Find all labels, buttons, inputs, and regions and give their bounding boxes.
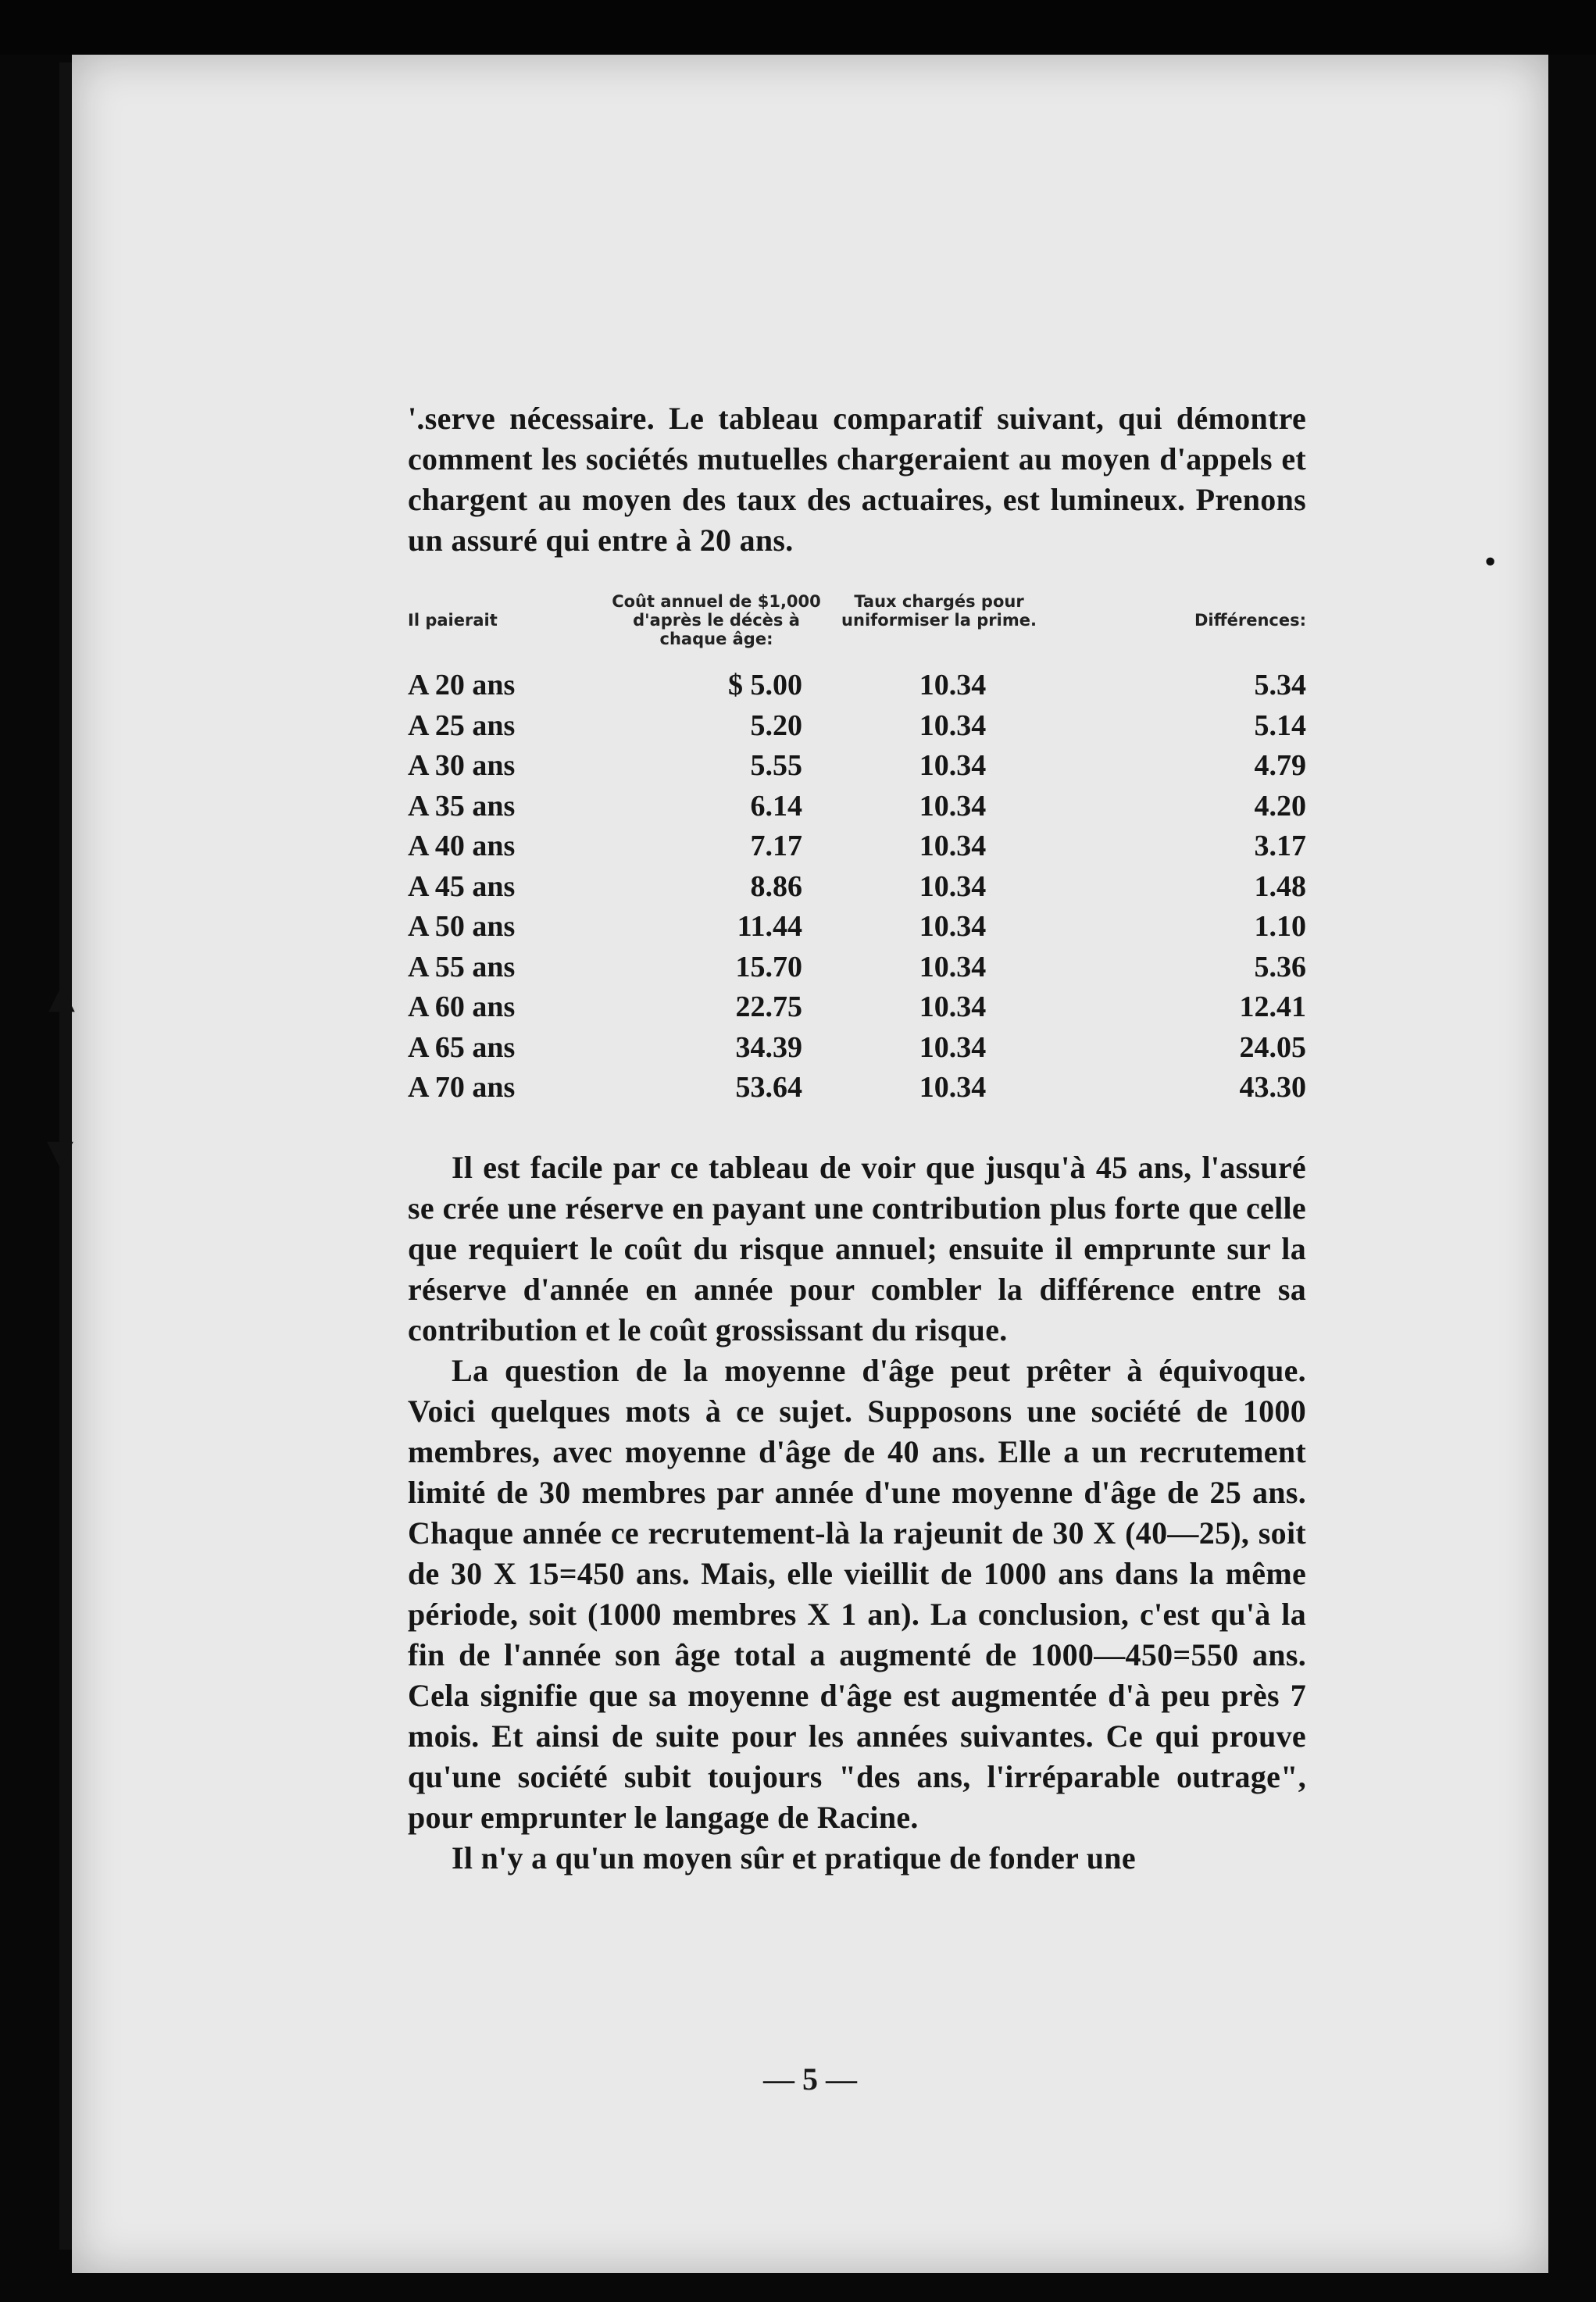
document-page <box>47 55 1548 2273</box>
cell-rate: 10.34 <box>919 789 987 823</box>
cell-cost: 5.20 <box>750 708 802 742</box>
table-row <box>408 826 1306 867</box>
cell-difference: 5.36 <box>1254 950 1306 983</box>
cell-difference: 24.05 <box>1239 1030 1306 1064</box>
cell-rate: 10.34 <box>919 749 987 782</box>
speck-mark: • <box>1482 547 1499 579</box>
cell-age: A 35 ans <box>408 789 516 823</box>
header-age: Il paierait <box>408 611 498 630</box>
table-row <box>408 987 1306 1028</box>
binding-arrow-up-icon: ▲ <box>48 976 75 1016</box>
cell-cost: 15.70 <box>735 950 802 983</box>
binding-arrow-down-icon: ▼ <box>47 1133 73 1172</box>
cell-rate: 10.34 <box>919 950 987 983</box>
cell-difference: 12.41 <box>1239 990 1306 1023</box>
cell-rate: 10.34 <box>919 869 987 903</box>
cell-cost: 5.55 <box>750 749 802 782</box>
table-row <box>408 746 1306 787</box>
cell-difference: 3.17 <box>1254 830 1306 862</box>
body-text <box>408 1147 1306 1879</box>
cell-difference: 43.30 <box>1239 1071 1306 1104</box>
table-header <box>408 592 1306 648</box>
cell-cost: $ 5.00 <box>728 669 802 701</box>
cell-difference: 1.10 <box>1254 910 1306 943</box>
cell-age: A 25 ans <box>408 708 516 742</box>
cell-cost: 7.17 <box>750 830 802 862</box>
cell-cost: 22.75 <box>735 990 802 1023</box>
header-difference: Différences: <box>1194 611 1306 630</box>
cell-rate: 10.34 <box>919 1071 987 1104</box>
cell-age: A 70 ans <box>408 1071 516 1104</box>
table-body <box>408 666 1306 1108</box>
table-row <box>408 907 1306 948</box>
cell-difference: 4.79 <box>1254 749 1306 782</box>
cell-cost: 6.14 <box>750 789 802 823</box>
cell-rate: 10.34 <box>919 1030 987 1064</box>
cell-age: A 45 ans <box>408 869 516 903</box>
cell-cost: 34.39 <box>735 1030 802 1064</box>
cell-rate: 10.34 <box>919 910 987 943</box>
text-block <box>408 398 1306 1879</box>
cell-rate: 10.34 <box>919 708 987 742</box>
comparison-table <box>408 592 1306 1108</box>
cell-rate: 10.34 <box>919 830 987 862</box>
table-row <box>408 787 1306 827</box>
cell-rate: 10.34 <box>919 669 987 701</box>
cell-age: A 55 ans <box>408 950 516 983</box>
page-number: — 5 — <box>763 2061 857 2097</box>
cell-difference: 1.48 <box>1254 869 1306 903</box>
header-rate: Taux chargés pour uniformiser la prime. <box>841 592 1037 630</box>
table-row <box>408 706 1306 747</box>
table-row <box>408 666 1306 706</box>
header-cost: Coût annuel de $1,000 d'après le décès à chaque âge: <box>612 592 821 648</box>
cell-cost: 53.64 <box>735 1071 802 1104</box>
table-row <box>408 948 1306 988</box>
table-row <box>408 867 1306 908</box>
cell-cost: 11.44 <box>737 910 802 943</box>
paragraph: La question de la moyenne d'âge peut prêter à équivoque. Voici quelques mots à ce sujet. Supposons une société de 1000 membres, avec moyenne d'âge de 40 ans. Elle a un recrutement limité de 30 membres par année d'une moyenne d'âge de 25 ans. Chaque année ce recrutement-là la rajeunit de 30 X (40—25), soit de 30 X 15=450 ans. Mais, elle vieillit de 1000 ans dans la même période, soit (1000 membres X 1 an). La conclusion, c'est qu'à la fin de l'année son âge total a augmenté de 1000—450=550 ans. Cela signifie que sa moyenne d'âge est augmentée d'à peu près 7 mois. Et ainsi de suite pour les années suivantes. Ce qui prouve qu'une société subit toujours "des ans, l'irréparable outrage", pour emprunter le langage de Racine. <box>408 1352 1306 1835</box>
cell-difference: 5.34 <box>1254 669 1306 701</box>
scan-border-top <box>0 0 1596 55</box>
paragraph: Il n'y a qu'un moyen sûr et pratique de fonder une <box>452 1840 1136 1876</box>
cell-difference: 4.20 <box>1254 789 1306 823</box>
table-row <box>408 1028 1306 1069</box>
cell-difference: 5.14 <box>1254 708 1306 742</box>
cell-rate: 10.34 <box>919 990 987 1023</box>
cell-age: A 30 ans <box>408 749 516 782</box>
cell-age: A 60 ans <box>408 990 516 1023</box>
intro-paragraph: '.serve nécessaire. Le tableau comparatif suivant, qui démontre comment les sociétés mutuelles chargeraient au moyen d'appels et chargent au moyen des taux des actuaires, est lumineux. Prenons un assuré qui entre à 20 ans. <box>408 401 1306 558</box>
table-row <box>408 1068 1306 1108</box>
paragraph: Il est facile par ce tableau de voir que jusqu'à 45 ans, l'assuré se crée une réserve en payant une contribution plus forte que celle que requiert le coût du risque annuel; ensuite il emprunte sur la réserve d'année en année pour combler la différence entre sa contribution et le coût grossissant du risque. <box>408 1149 1306 1347</box>
cell-age: A 50 ans <box>408 910 516 943</box>
cell-age: A 40 ans <box>408 830 516 862</box>
cell-age: A 65 ans <box>408 1030 516 1064</box>
cell-age: A 20 ans <box>408 669 516 701</box>
cell-cost: 8.86 <box>750 869 802 903</box>
